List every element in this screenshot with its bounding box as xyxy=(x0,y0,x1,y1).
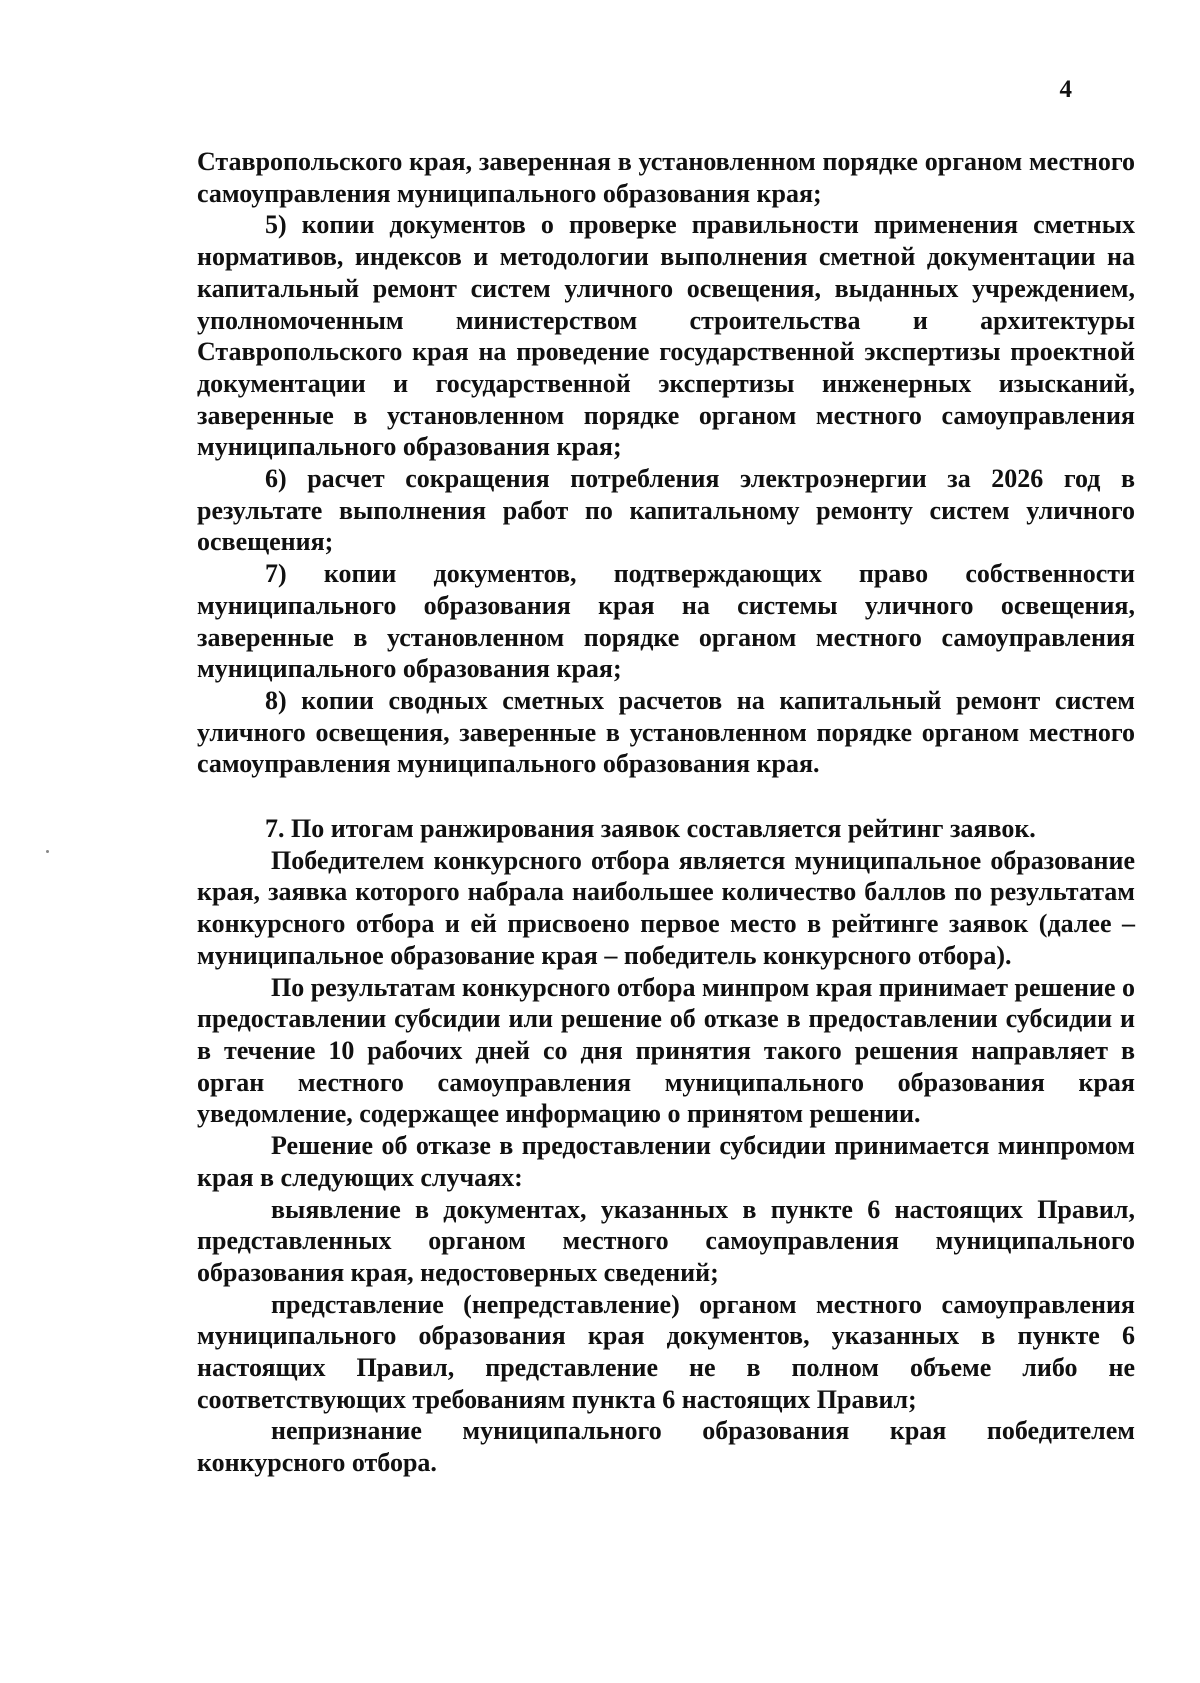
paragraph-continuation: Ставропольского края, заверенная в установленном порядке органом местного самоуправления муниципального образования края; xyxy=(197,147,1135,208)
paragraph-item-8: 8) копии сводных сметных расчетов на капитальный ремонт систем уличного освещения, заверенные в установленном порядке органом местного самоуправления муниципального образования края. xyxy=(197,685,1135,779)
paragraph-refusal: Решение об отказе в предоставлении субсидии принимается минпромом края в следующих случаях: xyxy=(197,1131,1135,1192)
page-number: 4 xyxy=(1059,76,1072,103)
paragraph-winner: Победителем конкурсного отбора является муниципальное образование края, заявка которого набрала наибольшее количество баллов по результатам конкурсного отбора и ей присвоено первое место в рейтинге заявок (далее – муниципальное образование края – победитель конкурсного отбора). xyxy=(197,845,1135,970)
paragraph-clause-7: 7. По итогам ранжирования заявок составляется рейтинг заявок. xyxy=(265,814,1036,844)
paragraph-item-7: 7) копии документов, подтверждающих право собственности муниципального образования края на системы уличного освещения, заверенные в установленном порядке органом местного самоуправления муниципального образования края; xyxy=(197,559,1135,684)
paragraph-item-6: 6) расчет сокращения потребления электроэнергии за 2026 год в результате выполнения работ по капитальному ремонту систем уличного освещения; xyxy=(197,464,1135,557)
paragraph-item-5: 5) копии документов о проверке правильности применения сметных нормативов, индексов и методологии выполнения сметной документации на капитальный ремонт систем уличного освещения, выданных учреждением, уполномоченным министерством строительства и архитектуры Ставропольского края на проведение государственной экспертизы проектной документации и государственной экспертизы инженерных изысканий, заверенные в установленном порядке органом местного самоуправления муниципального образования края; xyxy=(197,210,1135,462)
paragraph-refusal-case-2: представление (непредставление) органом местного самоуправления муниципального образования края документов, указанных в пункте 6 настоящих Правил, представление не в полном объеме либо не соответствующих требованиям пункта 6 настоящих Правил; xyxy=(197,1289,1135,1414)
paragraph-refusal-case-1: выявление в документах, указанных в пункте 6 настоящих Правил, представленных органом местного самоуправления муниципального образования края, недостоверных сведений; xyxy=(197,1194,1135,1287)
scan-speck xyxy=(46,850,49,853)
paragraph-refusal-case-3: непризнание муниципального образования края победителем конкурсного отбора. xyxy=(197,1416,1135,1478)
paragraph-decision: По результатам конкурсного отбора минпром края принимает решение о предоставлении субсидии или решение об отказе в предоставлении субсидии и в течение 10 рабочих дней со дня принятия такого решения направляет в орган местного самоуправления муниципального образования края уведомление, содержащее информацию о принятом решении. xyxy=(197,972,1136,1129)
document-body xyxy=(197,146,1135,1479)
